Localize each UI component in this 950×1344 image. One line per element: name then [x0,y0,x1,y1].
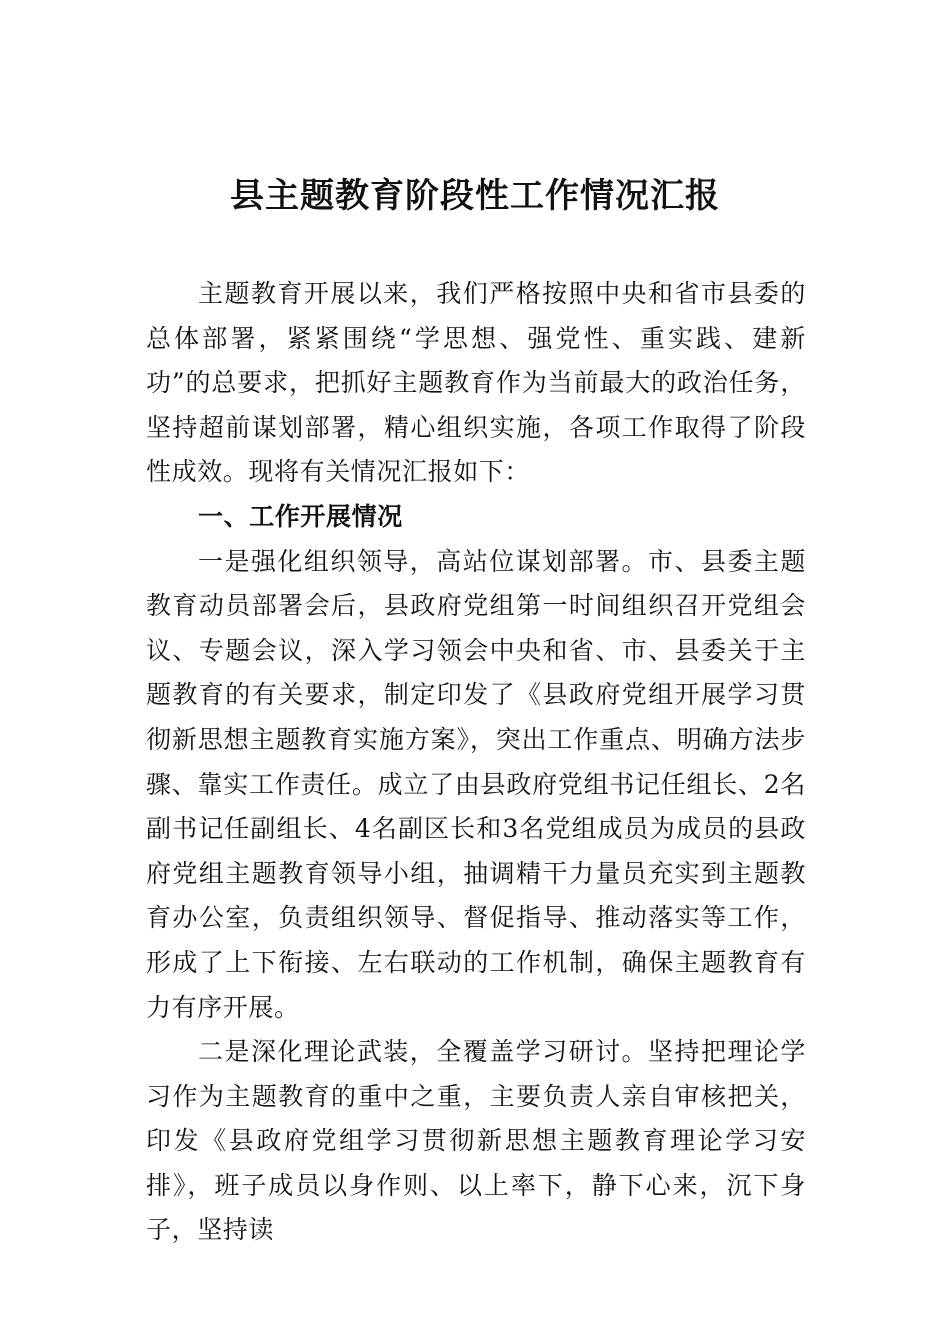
section-heading: 一、工作开展情况 [198,501,403,531]
document-title: 县主题教育阶段性工作情况汇报 [230,176,720,216]
paragraph-theoretical-study: 二是深化理论武装，全覆盖学习研讨。坚持把理论学习作为主题教育的重中之重，主要负责人亲自审核把关，印发《县政府党组学习贯彻新思想主题教育理论学习安排》，班子成员以身作则、以上率下，静下心来，沉下身子，坚持读 [146,1037,806,1245]
intro-paragraph: 主题教育开展以来，我们严格按照中央和省市县委的总体部署，紧紧围绕“学思想、强党性、重实践、建新功”的总要求，把抓好主题教育作为当前最大的政治任务，坚持超前谋划部署，精心组织实施，各项工作取得了阶段性成效。现将有关情况汇报如下： [146,279,806,487]
paragraph-organization-leadership: 一是强化组织领导，高站位谋划部署。市、县委主题教育动员部署会后，县政府党组第一时间组织召开党组会议、专题会议，深入学习领会中央和省、市、县委关于主题教育的有关要求，制定印发了《县政府党组开展学习贯彻新思想主题教育实施方案》，突出工作重点、明确方法步骤、靠实工作责任。成立了由县政府党组书记任组长、2名副书记任副组长、4名副区长和3名党组成员为成员的县政府党组主题教育领导小组，抽调精干力量员充实到主题教育办公室，负责组织领导、督促指导、推动落实等工作，形成了上下衔接、左右联动的工作机制，确保主题教育有力有序开展。 [146,546,806,1022]
document-body [146,272,806,1253]
